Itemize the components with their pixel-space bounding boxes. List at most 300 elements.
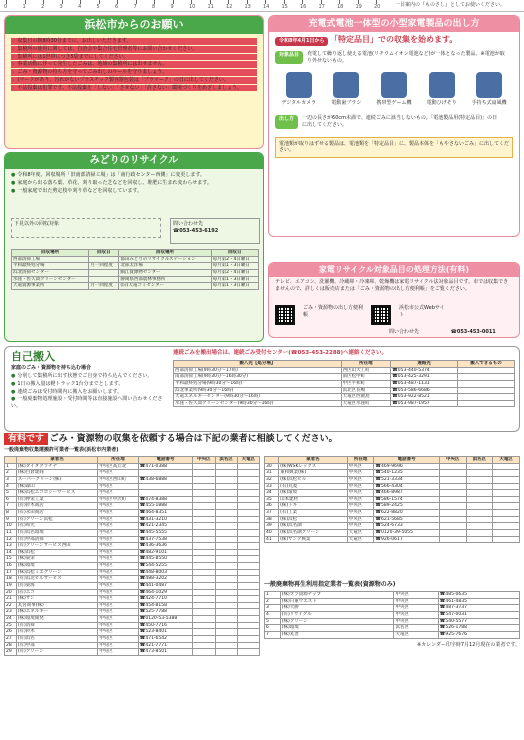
table-cell: ☎544-5255 bbox=[138, 563, 193, 570]
table-cell: 24 bbox=[5, 616, 17, 623]
table-cell: 西部清掃工場(9時30分〜17時) bbox=[174, 367, 342, 374]
table-cell bbox=[237, 582, 259, 589]
table-cell: 中央区 bbox=[98, 536, 138, 543]
table-cell: 浜北区長嶋 bbox=[341, 387, 391, 394]
table-cell bbox=[193, 483, 215, 490]
table-cell bbox=[193, 463, 215, 470]
table-cell bbox=[237, 470, 259, 477]
table-cell: (有)クリーン bbox=[16, 649, 98, 656]
table-cell: (有)東海 bbox=[16, 582, 98, 589]
battery-box bbox=[268, 15, 520, 237]
list-item: ● 1日の搬入量は軽トラック1台分までとします。 bbox=[11, 381, 166, 388]
table-cell: 浜北清掃センター bbox=[12, 269, 89, 276]
table-cell bbox=[237, 622, 259, 629]
table-row bbox=[265, 592, 520, 599]
ruler-number: 10 bbox=[189, 4, 196, 10]
device-icon bbox=[476, 72, 502, 98]
table-cell: 33 bbox=[265, 483, 279, 490]
midori-list bbox=[5, 169, 263, 198]
table-cell: (株)ダイタクラチナ bbox=[16, 463, 98, 470]
table-cell: 30 bbox=[265, 463, 279, 470]
battery-product-label: 携帯型ゲーム機 bbox=[376, 100, 412, 107]
table-cell bbox=[215, 523, 237, 530]
table-cell: ☎925-7676 bbox=[438, 631, 519, 638]
table-cell: ☎461-4835 bbox=[438, 598, 519, 605]
table-cell: ☎524-6733 bbox=[374, 523, 439, 530]
ruler-number: 7 bbox=[133, 4, 137, 10]
table-cell: (有)リサイクル bbox=[280, 612, 394, 619]
table-row bbox=[5, 496, 260, 503]
table-row bbox=[5, 523, 260, 530]
table-cell: (旧)天竜ゴミセンター bbox=[119, 283, 211, 290]
midori-table bbox=[11, 249, 259, 290]
table-cell: 中央区 bbox=[98, 563, 138, 570]
table-cell bbox=[237, 576, 259, 583]
kaden-sub1: ごみ・資源物の出し方便利帳 bbox=[303, 305, 364, 318]
table-cell bbox=[215, 470, 237, 477]
table-cell bbox=[193, 470, 215, 477]
ruler-number: 5 bbox=[96, 4, 100, 10]
table-cell bbox=[493, 516, 520, 523]
table-cell: 2 bbox=[265, 598, 281, 605]
table-cell: 5 bbox=[265, 618, 281, 625]
table-header: 回収日 bbox=[89, 250, 119, 257]
self-table bbox=[173, 360, 515, 407]
table-row bbox=[5, 536, 260, 543]
midori-box-text: 下見以外の回収対象 bbox=[14, 221, 60, 227]
table-cell: ☎053-922-8521 bbox=[391, 394, 458, 401]
paid-badge: 有料です bbox=[4, 433, 48, 445]
table-cell bbox=[215, 529, 237, 536]
table-cell: 中央区西山町 bbox=[98, 476, 138, 483]
table-cell: 浜北事業所(9時30分〜16時) bbox=[174, 387, 342, 394]
table-cell: 中央区 bbox=[98, 549, 138, 556]
table-cell: 天竜区 bbox=[394, 631, 438, 638]
table-cell: 中区平和町 bbox=[341, 380, 391, 387]
table-row bbox=[265, 605, 520, 612]
table-cell: 37 bbox=[265, 510, 279, 517]
table-row bbox=[265, 536, 520, 543]
table-cell bbox=[237, 642, 259, 649]
battery-note bbox=[275, 137, 513, 159]
table-cell: 41 bbox=[265, 536, 279, 543]
table-cell: (株)丸善 bbox=[280, 631, 394, 638]
table-cell: 中央区 bbox=[347, 510, 374, 517]
table-cell: (株)サング興業 bbox=[279, 536, 348, 543]
table-cell bbox=[237, 649, 259, 656]
kaden-box bbox=[268, 262, 520, 338]
table-cell bbox=[439, 510, 466, 517]
table-row bbox=[5, 490, 260, 497]
table-cell bbox=[493, 463, 520, 470]
table-cell bbox=[458, 394, 515, 401]
table-row bbox=[5, 602, 260, 609]
table-row bbox=[174, 400, 515, 407]
ruler-number: 19 bbox=[355, 4, 362, 10]
table-cell bbox=[215, 483, 237, 490]
table-cell: 36 bbox=[265, 503, 279, 510]
table-cell bbox=[215, 609, 237, 616]
table-cell bbox=[193, 629, 215, 636]
table-cell bbox=[237, 602, 259, 609]
table-cell: 12 bbox=[5, 536, 17, 543]
table-cell: (有)工業 bbox=[279, 510, 348, 517]
table-header: 浜名区 bbox=[466, 457, 493, 464]
table-row bbox=[5, 622, 260, 629]
table-cell bbox=[193, 635, 215, 642]
table-cell: (株)浜松 bbox=[279, 516, 348, 523]
table-row bbox=[174, 394, 515, 401]
table-cell: 1 bbox=[265, 592, 281, 599]
table-row bbox=[265, 463, 520, 470]
table-row bbox=[174, 387, 515, 394]
table-cell bbox=[237, 589, 259, 596]
table-header: 所在地 bbox=[347, 457, 374, 464]
table-cell: ☎438-6888 bbox=[138, 476, 193, 483]
table-row bbox=[5, 642, 260, 649]
table-cell: 天竜区 bbox=[347, 536, 374, 543]
battery-product-label: 手持ち式扇風機 bbox=[471, 100, 507, 107]
table-cell: 中央区 bbox=[98, 529, 138, 536]
table-cell: (株)浜名湖クリーン bbox=[279, 529, 348, 536]
table-cell: ☎526-1788 bbox=[438, 625, 519, 632]
table-cell bbox=[439, 490, 466, 497]
table-cell bbox=[89, 256, 119, 263]
table-cell: 中央区 bbox=[347, 483, 374, 490]
table-cell: 中央区 bbox=[347, 496, 374, 503]
table-cell bbox=[458, 380, 515, 387]
table-cell: 中央区高丘北 bbox=[98, 463, 138, 470]
ruler-number: 12 bbox=[226, 4, 233, 10]
table-row bbox=[265, 529, 520, 536]
table-cell: (株)サン bbox=[16, 596, 98, 603]
ruler-number: 14 bbox=[263, 4, 270, 10]
table-cell: 丸宮商事(株) bbox=[16, 602, 98, 609]
table-cell bbox=[193, 589, 215, 596]
table-cell bbox=[237, 549, 259, 556]
table-cell: 天竜区 bbox=[347, 529, 374, 536]
table-cell: 中央区 bbox=[347, 490, 374, 497]
table-cell bbox=[193, 563, 215, 570]
table-row bbox=[12, 256, 259, 263]
table-cell: 中央区 bbox=[98, 602, 138, 609]
table-cell: (有)丸菱 bbox=[279, 483, 348, 490]
list-item: ● 不法投棄は犯罪です。不法投棄を「しない」「させない」「許さない」環境づくりをめざしましょう。 bbox=[11, 85, 257, 92]
table-cell: 中央区 bbox=[98, 569, 138, 576]
table-cell bbox=[193, 490, 215, 497]
table-cell: 天竜区西鹿島 bbox=[341, 394, 391, 401]
table-cell: 38 bbox=[265, 516, 279, 523]
table-cell: 毎月第2・4日曜日 bbox=[211, 269, 258, 276]
ruler-number: 18 bbox=[337, 4, 344, 10]
table-cell bbox=[466, 536, 493, 543]
table-row bbox=[5, 510, 260, 517]
table-cell: ☎482-9101 bbox=[138, 549, 193, 556]
table-cell: 毎月第1・3日曜日 bbox=[211, 263, 258, 270]
table-cell: ☎586-1574 bbox=[374, 496, 439, 503]
table-cell: 34 bbox=[265, 490, 279, 497]
notice-list bbox=[5, 34, 263, 96]
table-row bbox=[5, 549, 260, 556]
table-cell bbox=[237, 556, 259, 563]
table-cell: (有)クリーン浜松 bbox=[16, 516, 98, 523]
table-cell: 平和最終処分場 bbox=[12, 263, 89, 270]
self-banner: 連続ごみを搬出場合は、連続ごみ受付センター(☎053-453-2288)へ連絡ください。 bbox=[173, 350, 387, 356]
table-cell: ☎466-8987 bbox=[374, 490, 439, 497]
table-cell bbox=[237, 503, 259, 510]
table-cell bbox=[237, 616, 259, 623]
table-cell: 東和興業(株) bbox=[279, 470, 348, 477]
table-cell: (有)鈴木商店 bbox=[16, 503, 98, 510]
list-item: ● 家庭から出る落ち葉、草花、刈り取った芝などを回収し、堆肥に生まれ変わらせます。 bbox=[11, 180, 257, 187]
table-cell: スーパークリーン(株) bbox=[16, 476, 98, 483]
table-cell: 天竜エネルギーセンター(9時30分〜16時) bbox=[174, 394, 342, 401]
table-cell bbox=[215, 476, 237, 483]
table-cell bbox=[466, 463, 493, 470]
table-cell: (有)浜名環境 bbox=[16, 529, 98, 536]
table-cell: 28 bbox=[5, 642, 17, 649]
table-row bbox=[265, 490, 520, 497]
battery-date-label: 令和8年4月1日から bbox=[275, 37, 328, 46]
ruler-number: 4 bbox=[78, 4, 82, 10]
table-cell bbox=[215, 536, 237, 543]
table-cell bbox=[237, 516, 259, 523]
table-cell bbox=[215, 463, 237, 470]
table-cell bbox=[237, 596, 259, 603]
table-row bbox=[5, 563, 260, 570]
table-header: 電話番号 bbox=[138, 457, 193, 464]
table-header: 所在地 bbox=[341, 361, 391, 368]
battery-target-text: 充電して繰り返し使える電池(リチウムイオン電池など)が一体となった製品。※電池が取り外せないもの。 bbox=[307, 50, 505, 64]
table-cell bbox=[439, 516, 466, 523]
table-cell bbox=[493, 536, 520, 543]
table-cell: 5 bbox=[5, 490, 17, 497]
table-cell: (株)日東ウエスト bbox=[280, 598, 394, 605]
table-cell: 中央区 bbox=[347, 476, 374, 483]
table-cell bbox=[193, 622, 215, 629]
table-cell: 毎月第1・3日曜日 bbox=[211, 283, 258, 290]
ruler-number: 17 bbox=[318, 4, 325, 10]
table-header: 中央区 bbox=[439, 457, 466, 464]
table-cell bbox=[237, 635, 259, 642]
kaden-qr-1[interactable] bbox=[275, 305, 295, 325]
table-cell: 7 bbox=[5, 503, 17, 510]
table-cell: 中央区 bbox=[98, 622, 138, 629]
table-row bbox=[265, 618, 520, 625]
table-row bbox=[265, 496, 520, 503]
table-cell bbox=[493, 496, 520, 503]
notice-box bbox=[4, 15, 264, 149]
table-cell: 6 bbox=[265, 625, 281, 632]
self-list bbox=[11, 373, 166, 411]
table-cell: (有)クリーンサービス西田 bbox=[16, 543, 98, 550]
table-cell: 中央区 bbox=[98, 616, 138, 623]
table-cell: ☎454-8158 bbox=[138, 602, 193, 609]
table-cell: (有)中部 bbox=[16, 642, 98, 649]
list-item: ● 収集日の朝8時30分までに、お出しいただきます。 bbox=[11, 38, 257, 45]
table-cell: ☎471-6542 bbox=[138, 635, 193, 642]
table-row bbox=[5, 589, 260, 596]
table-header bbox=[5, 457, 17, 464]
table-cell: 毎月第2・4日曜日 bbox=[211, 256, 258, 263]
table-cell: 15 bbox=[5, 556, 17, 563]
midori-contact-label: 問い合わせ先 bbox=[173, 221, 204, 227]
table-cell bbox=[493, 503, 520, 510]
table-header: 浜名区 bbox=[215, 457, 237, 464]
table-cell: (株)東栄 bbox=[16, 556, 98, 563]
list-item: ● (マークがあり、汚れがないプラスチック製容器包装は「プラマーク」の日に出してください。 bbox=[11, 77, 257, 84]
table-cell: 中央区 bbox=[347, 523, 374, 530]
table-cell: ☎547-0031 bbox=[438, 612, 519, 619]
ruler-number: 0 bbox=[4, 4, 8, 10]
table-cell: ☎448-8003 bbox=[138, 569, 193, 576]
battery-product bbox=[324, 72, 368, 107]
table-cell bbox=[215, 642, 237, 649]
table-cell: 中央区 bbox=[347, 470, 374, 477]
midori-box bbox=[4, 152, 264, 342]
table-cell: ☎441-0487 bbox=[138, 582, 193, 589]
ruler-number: 3 bbox=[59, 4, 63, 10]
table-row bbox=[5, 516, 260, 523]
midori-note-box bbox=[11, 218, 161, 238]
table-cell bbox=[215, 649, 237, 656]
table-cell: 中央区 bbox=[394, 592, 438, 599]
table-cell: 1 bbox=[5, 463, 17, 470]
table-cell bbox=[215, 490, 237, 497]
table-cell bbox=[215, 602, 237, 609]
paid-header bbox=[4, 433, 520, 454]
table-cell: 39 bbox=[265, 523, 279, 530]
table-cell: 4 bbox=[265, 612, 281, 619]
table-cell: 中央区 bbox=[98, 582, 138, 589]
table-cell: ☎525-7788 bbox=[138, 609, 193, 616]
table-cell bbox=[193, 496, 215, 503]
table-header: 搬入できるもの bbox=[458, 361, 515, 368]
table-cell: ☎437-7538 bbox=[138, 536, 193, 543]
table-cell bbox=[439, 463, 466, 470]
table-cell: ☎540-5577 bbox=[438, 618, 519, 625]
table-cell: (株)白倉建商 bbox=[16, 470, 98, 477]
list-item: ● 集積所の使用に関しては、自治会や集合住宅管理者等にお問い合わせください。 bbox=[11, 46, 257, 53]
battery-product bbox=[277, 72, 321, 107]
table-cell bbox=[138, 490, 193, 497]
table-cell: ☎431-3210 bbox=[138, 516, 193, 523]
table-cell: (株)浜名湖 bbox=[279, 523, 348, 530]
table-cell bbox=[89, 276, 119, 283]
table-cell: ☎464-8351 bbox=[138, 510, 193, 517]
ruler-number: 1 bbox=[22, 4, 26, 10]
table-cell: ☎589-2425 bbox=[374, 503, 439, 510]
table-row bbox=[5, 569, 260, 576]
table-cell: 14 bbox=[5, 549, 17, 556]
battery-date-text: 「特定品目」での収集を始めます。 bbox=[330, 35, 458, 44]
table-cell: 水窪・佐久間クリーンセンター bbox=[12, 276, 89, 283]
table-cell: 4 bbox=[5, 483, 17, 490]
kaden-qr-2[interactable] bbox=[371, 305, 391, 325]
table-cell bbox=[215, 556, 237, 563]
table-cell: 中央区 bbox=[98, 490, 138, 497]
table-cell bbox=[193, 549, 215, 556]
table-row bbox=[5, 503, 260, 510]
table-cell: 中央区 bbox=[347, 516, 374, 523]
table-cell: (株)環境開発 bbox=[16, 616, 98, 623]
table-cell: ☎0120-39-5055 bbox=[374, 529, 439, 536]
table-cell bbox=[493, 476, 520, 483]
table-cell bbox=[237, 523, 259, 530]
kaden-phone: ☎053-453-0011 bbox=[450, 329, 496, 335]
table-cell: (株)浜松 bbox=[16, 549, 98, 556]
table-header: 所在地 bbox=[98, 457, 138, 464]
table-cell: 中央区 bbox=[98, 483, 138, 490]
ruler-number: 15 bbox=[281, 4, 288, 10]
paid-footer: ※カレンダー印字時7月12月現在の業者です。 bbox=[416, 641, 520, 648]
table-cell bbox=[215, 563, 237, 570]
ruler-number: 13 bbox=[244, 4, 251, 10]
table-row bbox=[12, 263, 259, 270]
table-cell: 静岡県西部農林事務所 bbox=[119, 276, 211, 283]
table-cell bbox=[458, 400, 515, 407]
table-cell: 3 bbox=[265, 605, 281, 612]
table-row bbox=[265, 612, 520, 619]
table-row bbox=[12, 283, 259, 290]
table-cell: 22 bbox=[5, 602, 17, 609]
table-cell: ☎053-987-1957 bbox=[391, 400, 458, 407]
table-header: 中央区 bbox=[193, 457, 215, 464]
battery-target-label: 対象品目 bbox=[275, 51, 303, 65]
table-cell: 31 bbox=[265, 470, 279, 477]
table-header: 電話番号 bbox=[374, 457, 439, 464]
table-cell: (株)WSKレックス bbox=[279, 463, 348, 470]
table-cell bbox=[193, 616, 215, 623]
table-cell: (株)クリーン bbox=[280, 618, 394, 625]
table-cell bbox=[193, 543, 215, 550]
table-cell bbox=[215, 629, 237, 636]
table-row bbox=[5, 529, 260, 536]
table-cell: 中央区 bbox=[394, 612, 438, 619]
battery-products bbox=[269, 68, 519, 111]
device-icon bbox=[333, 72, 359, 98]
table-row bbox=[5, 582, 260, 589]
table-cell: 8 bbox=[5, 510, 17, 517]
table-row bbox=[5, 476, 260, 483]
table-row bbox=[265, 503, 520, 510]
table-cell: (株)浜松ミエクリーン bbox=[16, 569, 98, 576]
table-cell bbox=[466, 483, 493, 490]
table-cell: (有)清掃 bbox=[16, 622, 98, 629]
table-cell bbox=[193, 536, 215, 543]
midori-contact bbox=[170, 218, 260, 244]
list-item: ● 一般廃棄物処理施設・受付時間等は直接施設へ問い合わせください。 bbox=[11, 396, 166, 410]
table-cell: (有)浜名 bbox=[16, 635, 98, 642]
table-cell: 6 bbox=[5, 496, 17, 503]
table-cell bbox=[493, 483, 520, 490]
table-cell: 11 bbox=[5, 529, 17, 536]
table-row bbox=[265, 598, 520, 605]
table-cell: (株)プラ資源チップ bbox=[280, 592, 394, 599]
battery-how-label: 出し方 bbox=[275, 115, 298, 129]
table-cell: (株)大勝 bbox=[280, 605, 394, 612]
table-cell bbox=[215, 582, 237, 589]
table-cell bbox=[193, 516, 215, 523]
table-cell bbox=[193, 649, 215, 656]
table-cell: 13 bbox=[5, 543, 17, 550]
table-cell bbox=[193, 510, 215, 517]
table-cell: 中央区 bbox=[347, 463, 374, 470]
table-header: 回収場所 bbox=[119, 250, 211, 257]
table-cell bbox=[193, 582, 215, 589]
table-cell: ☎424-7710 bbox=[138, 596, 193, 603]
paid-table-resource bbox=[264, 591, 520, 638]
